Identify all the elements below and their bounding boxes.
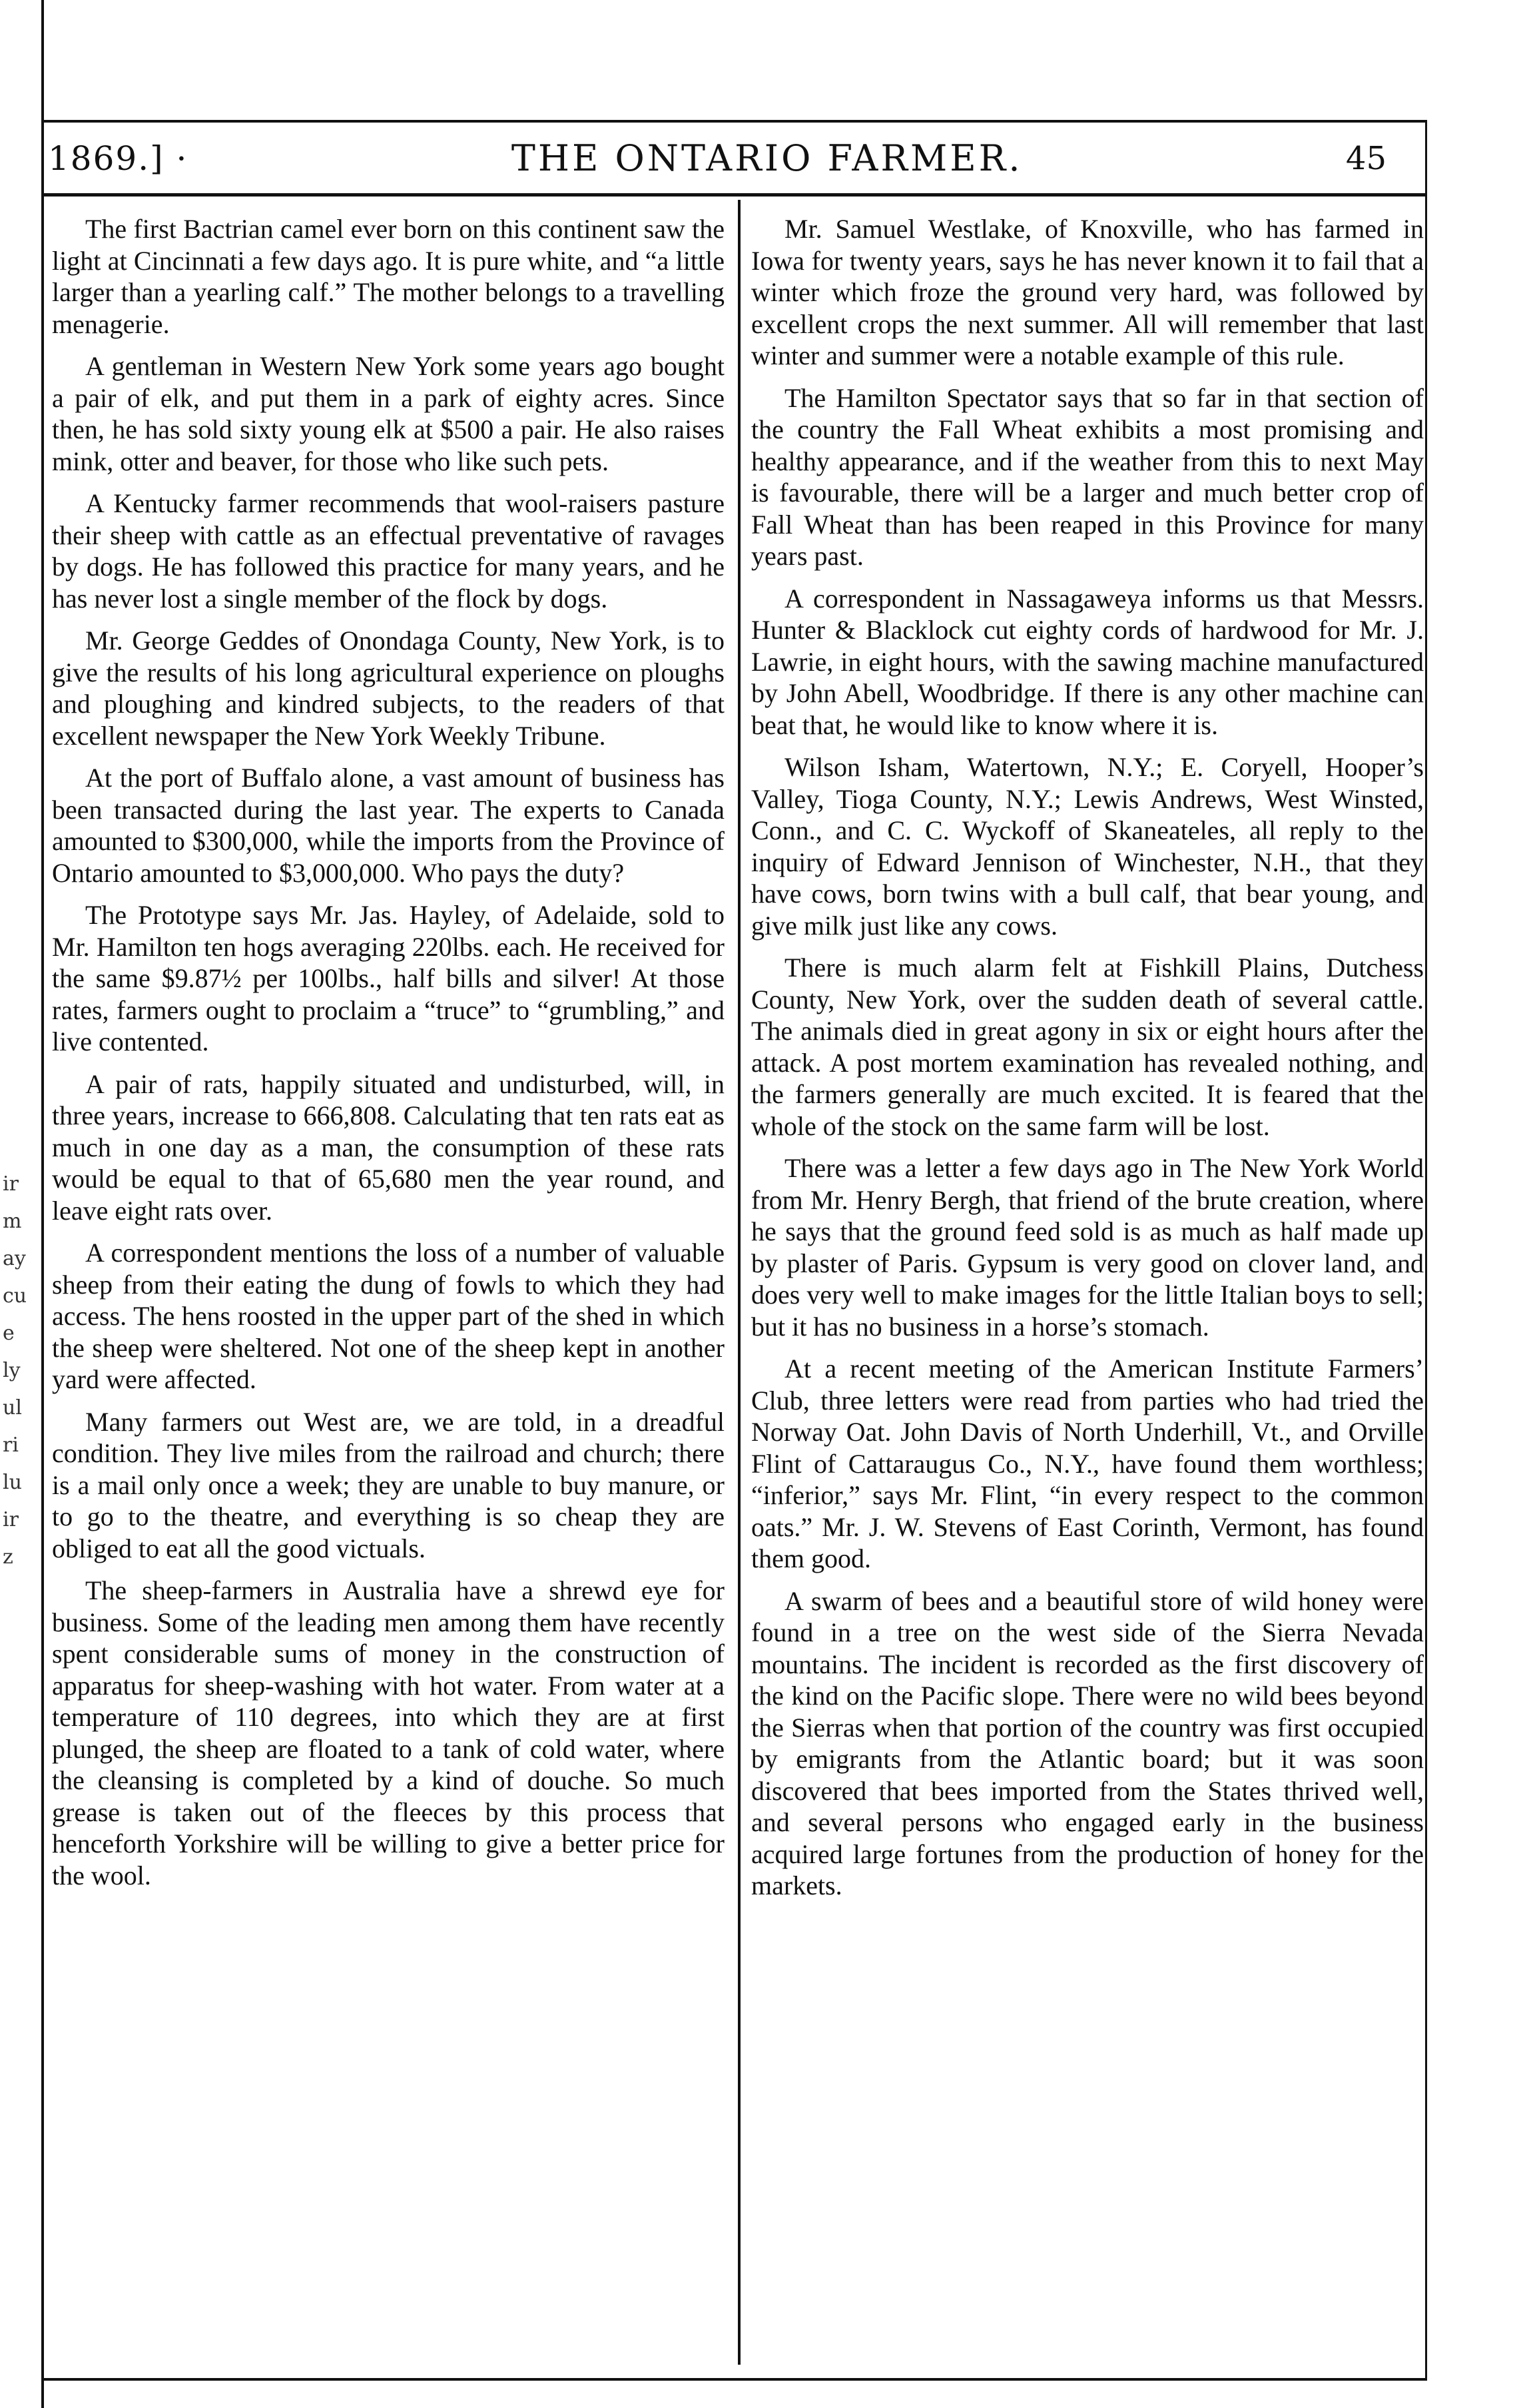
header-top-rule (41, 120, 1426, 123)
article-paragraph: Mr. George Geddes of Onondaga County, New York, is to give the results of his long agricultural experience on ploughs and ploughing and kindred subjects, to the readers of that excellent newspaper the New York Weekly Tribune. (52, 625, 725, 751)
article-paragraph: At a recent meeting of the American Institute Farmers’ Club, three letters were read from parties who had tried the Norway Oat. John Davis of North Underhill, Vt., and Orville Flint of Cattaraugus Co., N.Y., have found them worthless; “inferior,” says Mr. Flint, “in every respect to the common oats.” Mr. J. W. Stevens of East Corinth, Vermont, has found them good. (751, 1354, 1424, 1573)
margin-fragment: ir (3, 1172, 19, 1196)
article-paragraph: A pair of rats, happily situated and undisturbed, will, in three years, increase to 666,808. Calculating that ten rats eat as much in one day as a man, the consumption of these rats would be equal to that of 65,680 men the year round, and leave eight rats over. (52, 1068, 725, 1226)
article-paragraph: A gentleman in Western New York some years ago bought a pair of elk, and put them in a park of eighty acres. Since then, he has sold sixty young elk at $500 a pair. He also raises mink, otter and beaver, for those who like such pets. (52, 351, 725, 476)
article-paragraph: The first Bactrian camel ever born on this continent saw the light at Cincinnati a few days ago. It is pure white, and “a little larger than a yearling calf.” The mother belongs to a travelling menagerie. (52, 214, 725, 339)
left-column (52, 213, 725, 1902)
article-paragraph: The sheep-farmers in Australia have a shrewd eye for business. Some of the leading men among them have recently spent considerable sums of money in the construction of apparatus for sheep-washing with hot water. From water at a temperature of 110 degrees, into which they are at first plunged, the sheep are floated to a tank of cold water, where the cleansing is completed by a kind of douche. So much grease is taken out of the fleeces by this process that henceforth Yorkshire will be willing to give a better price for the wool. (52, 1575, 725, 1890)
margin-fragment: ri (3, 1433, 19, 1457)
article-paragraph: Many farmers out West are, we are told, in a dreadful condition. They live miles from the railroad and church; there is a mail only once a week; they are unable to buy manure, or to go to the theatre, and everything is so cheap they are obliged to eat all the good victuals. (52, 1406, 725, 1563)
publication-title: THE ONTARIO FARMER. (511, 137, 1023, 179)
page-header (48, 130, 1413, 187)
margin-fragment: cu (3, 1284, 27, 1308)
margin-fragment: m (3, 1210, 22, 1233)
margin-fragment: ul (3, 1396, 22, 1419)
margin-fragment: lu (3, 1471, 22, 1494)
margin-fragments (3, 1166, 43, 2365)
article-paragraph: A correspondent mentions the loss of a number of valuable sheep from their eating the dung of fowls to which they had access. The hens roosted in the upper part of the shed in which the sheep were sheltered. Not one of the sheep kept in another yard were affected. (52, 1238, 725, 1394)
margin-fragment: e (3, 1322, 15, 1345)
article-paragraph: A correspondent in Nassagaweya informs us that Messrs. Hunter & Blacklock cut eighty cords of hardwood for Mr. J. Lawrie, in eight hours, with the sawing machine manufactured by John Abell, Woodbridge. If there is any other machine can beat that, he would like to know where it is. (751, 583, 1424, 740)
column-divider (738, 200, 741, 2365)
article-paragraph: A Kentucky farmer recommends that wool-raisers pasture their sheep with cattle as an effectual preventative of ravages by dogs. He has followed this practice for many years, and he has never lost a single member of the flock by dogs. (52, 488, 725, 613)
margin-fragment: z (3, 1545, 13, 1569)
header-bottom-rule (41, 193, 1426, 197)
page-number: 45 (1345, 139, 1386, 177)
article-paragraph: At the port of Buffalo alone, a vast amount of business has been transacted during the last year. The experts to Canada amounted to $300,000, while the imports from the Province of Ontario amounted to $3,000,000. Who pays the duty? (52, 763, 725, 888)
header-year: 1869.] · (48, 139, 188, 178)
right-column (751, 213, 1424, 1912)
article-paragraph: Mr. Samuel Westlake, of Knoxville, who has farmed in Iowa for twenty years, says he has never known it to fail that a winter which froze the ground very hard, was followed by excellent crops the next summer. All will remember that last winter and summer were a notable example of this rule. (751, 214, 1424, 370)
article-paragraph: Wilson Isham, Watertown, N.Y.; E. Coryell, Hooper’s Valley, Tioga County, N.Y.; Lewis Andrews, West Winsted, Conn., and C. C. Wyckoff of Skaneateles, all reply to the inquiry of Edward Jennison of Winchester, N.H., that they have cows, born twins with a bull calf, that bear young, and give milk just like any cows. (751, 752, 1424, 941)
margin-fragment: ly (3, 1359, 21, 1382)
margin-fragment: ay (3, 1247, 26, 1270)
margin-fragment: ir (3, 1508, 19, 1531)
footer-rule (41, 2378, 1426, 2381)
article-paragraph: The Prototype says Mr. Jas. Hayley, of Adelaide, sold to Mr. Hamilton ten hogs averaging 220lbs. each. He received for the same $9.87½ per 100lbs., half bills and silver! At those rates, farmers ought to proclaim a “truce” to “grumbling,” and live contented. (52, 900, 725, 1056)
article-paragraph: A swarm of bees and a beautiful store of wild honey were found in a tree on the west side of the Sierra Nevada mountains. The incident is recorded as the first discovery of the kind on the Pacific slope. There were no wild bees beyond the Sierras when that portion of the country was first occupied by emigrants from the Atlantic board; but it was soon discovered that bees imported from the States thrived well, and several persons who engaged early in the business acquired large fortunes from the production of honey for the markets. (751, 1585, 1424, 1900)
article-paragraph: There was a letter a few days ago in The New York World from Mr. Henry Bergh, that friend of the brute creation, where he says that the ground feed sold is as much as half made up by plaster of Paris. Gypsum is very good on clover land, and does very well to make images for the little Italian boys to sell; but it has no business in a horse’s stomach. (751, 1153, 1424, 1342)
right-border-rule (1425, 120, 1427, 2381)
article-paragraph: There is much alarm felt at Fishkill Plains, Dutchess County, New York, over the sudden death of several cattle. The animals died in great agony in six or eight hours after the attack. A post mortem examination has revealed nothing, and the farmers generally are much excited. It is feared that the whole of the stock on the same farm will be lost. (751, 953, 1424, 1141)
article-paragraph: The Hamilton Spectator says that so far in that section of the country the Fall Wheat exhibits a most promising and healthy appearance, and if the weather from this to next May is favourable, there will be a larger and much better crop of Fall Wheat than has been reaped in this Province for many years past. (751, 382, 1424, 571)
